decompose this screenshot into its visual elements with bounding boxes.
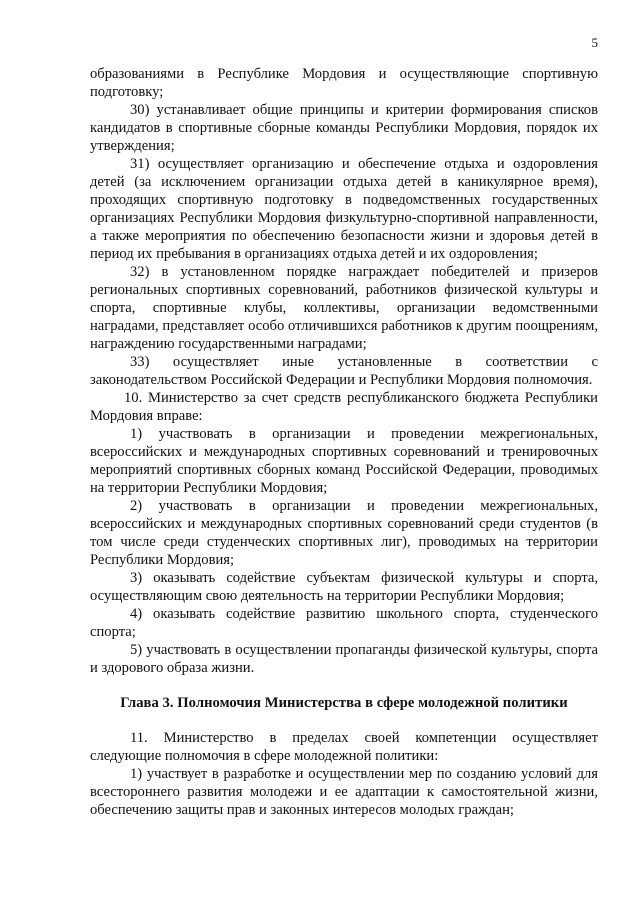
paragraph: 1) участвовать в организации и проведении межрегиональных, всероссийских и международных спортивных соревнований и тренировочных мероприятий спортивных сборных команд Российской Федерации, проводимых на территории Республики Мордовия; <box>90 426 598 496</box>
paragraph: 33) осуществляет иные установленные в соответствии с законодательством Российской Федерации и Республики Мордовия полномочия. <box>90 354 598 388</box>
paragraphs-top <box>90 65 598 677</box>
paragraph: 3) оказывать содействие субъектам физической культуры и спорта, осуществляющим свою деятельность на территории Республики Мордовия; <box>90 570 598 604</box>
paragraph: 10. Министерство за счет средств республиканского бюджета Республики Мордовия вправе: <box>90 390 598 424</box>
page-number: 5 <box>591 35 598 50</box>
paragraph: 32) в установленном порядке награждает победителей и призеров региональных спортивных соревнований, работников физической культуры и спорта, спортивные клубы, коллективы, организации ведомственными наградами, представляет особо отличившихся работников к другим поощрениям, награждению государственными наградами; <box>90 264 598 352</box>
paragraph: 5) участвовать в осуществлении пропаганды физической культуры, спорта и здорового образа жизни. <box>90 642 598 676</box>
document-body <box>90 65 598 819</box>
paragraph: 11. Министерство в пределах своей компетенции осуществляет следующие полномочия в сфере молодежной политики: <box>90 730 598 764</box>
paragraph: 4) оказывать содействие развитию школьного спорта, студенческого спорта; <box>90 606 598 640</box>
paragraph: 1) участвует в разработке и осуществлении мер по созданию условий для всестороннего развития молодежи и ее адаптации к самостоятельной жизни, обеспечению защиты прав и законных интересов молодых граждан; <box>90 766 598 818</box>
paragraphs-bottom <box>90 729 598 819</box>
chapter-heading: Глава 3. Полномочия Министерства в сфере молодежной политики <box>120 695 568 711</box>
paragraph: 30) устанавливает общие принципы и критерии формирования списков кандидатов в спортивные сборные команды Республики Мордовия, порядок их утверждения; <box>90 102 598 154</box>
paragraph: 2) участвовать в организации и проведении межрегиональных, всероссийских и международных спортивных соревнований среди студентов (в том числе среди студенческих спортивных лиг), проводимых на территории Республики Мордовия; <box>90 498 598 568</box>
paragraph: образованиями в Республике Мордовия и осуществляющие спортивную подготовку; <box>90 66 598 100</box>
paragraph: 31) осуществляет организацию и обеспечение отдыха и оздоровления детей (за исключением организации отдыха детей в каникулярное время), проходящих спортивную подготовку в подведомственных государственных организациях Республики Мордовия физкультурно-спортивной направленности, а также мероприятия по обеспечению безопасности жизни и здоровья детей в период их пребывания в организациях отдыха детей и их оздоровления; <box>90 156 598 262</box>
